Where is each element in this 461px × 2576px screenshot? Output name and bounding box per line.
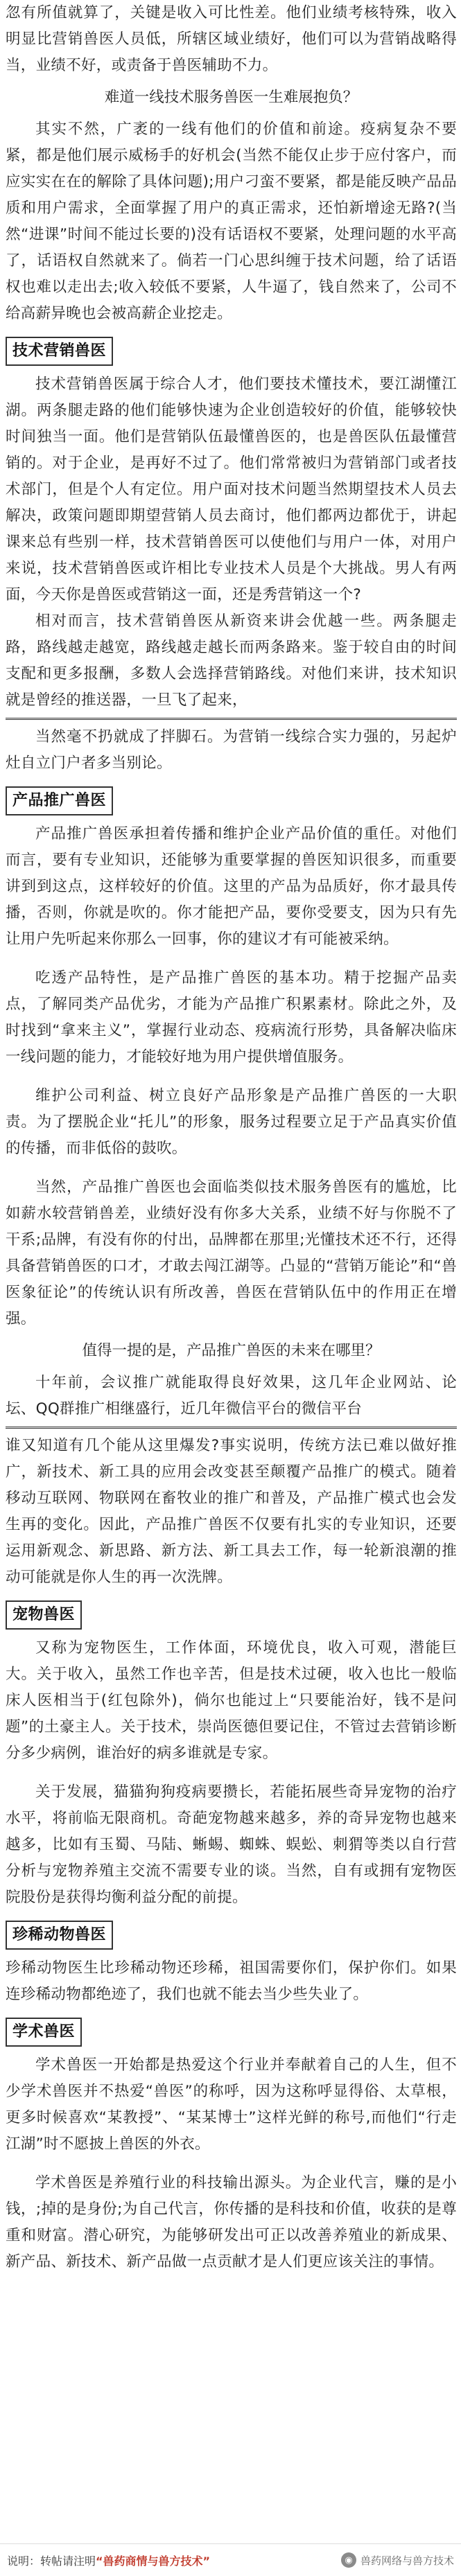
paragraph: 当然毫不扔就成了拌脚石。为营销一线综合实力强的，另起炉灶自立门户者多当别论。 [6, 728, 457, 772]
paragraph: 吃透产品特性，是产品推广兽医的基本功。精于挖掘产品卖点，了解同类产品优劣，才能为产品推广积累素材。除此之外，及时找到“拿来主义”，掌握行业动态、疫病流行形势，具备解决临床一线问题的能力，才能较好地为用户提供增值服务。 [6, 969, 457, 1066]
repost-note [7, 2552, 210, 2568]
section-heading-wrap [6, 777, 457, 821]
repost-note-prefix: 说明：转帖请注明 [7, 2554, 96, 2568]
section-heading-pet-vet: 宠物兽医 [6, 1600, 82, 1630]
section-heading-product-promo: 产品推广兽医 [6, 786, 113, 815]
section-question: 值得一提的是，产品推广兽医的未来在哪里？ [82, 1342, 381, 1359]
paragraph: 当然，产品推广兽医也会面临类似技术服务兽医有的尴尬，比如薪水较营销兽差，业绩好没有你多大关系，业绩不好与你脱不了干系;品牌，有没有你的付出，品牌都在那里;光懂技术还不行，还得具备营销兽医的口才，才敢去闯江湖等。凸显的“营销万能论”和“兽医象征论”的传统认识有所改善，兽医在营销队伍中的作用正在增强。 [6, 1179, 457, 1327]
paragraph: 珍稀动物医生比珍稀动物还珍稀，祖国需要你们，保护你们。如果连珍稀动物都绝迹了，我们也就不能去当少些失业了。 [6, 1959, 457, 2003]
paragraph: 学术兽医是养殖行业的科技输出源头。为企业代言，赚的是小钱，;掉的是身份;为自己代言，你传播的是科技和价值，收获的是尊重和财富。潜心研究，为能够研发出可正以改善养殖业的新成果、新产品、新技术、新产品做一点贡献才是人们更应该关注的事情。 [6, 2174, 457, 2270]
repost-note-source: “兽药商情与兽方技术” [96, 2554, 211, 2568]
section-heading-rare-animal: 珍稀动物兽医 [6, 1921, 113, 1950]
paragraph: 技术营销兽医属于综合人才，他们要技术懂技术，要江湖懂江湖。两条腿走路的他们能够快速为企业创造较好的价值，能够较快时间独当一面。他们是营销队伍最懂兽医的，也是兽医队伍最懂营销的。对于企业，是再好不过了。他们常常被归为营销部门或者技术部门，但是个人有定位。用户面对技术问题当然期望技术人员去解决，政策问题即期望营销人员去商讨，他们都两边都优于，讲起课来总有些别一样，技术营销兽医可以使他们与用户一体，对用户来说，技术营销兽医或许相比专业技术人员是个大挑战。男人有两面，今天你是兽医或营销这一面，还是秀营销这一个? [6, 376, 457, 603]
paragraph: 相对而言，技术营销兽医从新资来讲会优越一些。两条腿走路，路线越走越宽，路线越走越长而两条路来。鉴于较自由的时间支配和更多报酬，多数人会选择营销路线。对他们来讲，技术知识就是曾经的推送器，一旦飞了起来， [6, 612, 457, 709]
paragraph: 其实不然，广袤的一线有他们的价值和前途。疫病复杂不要紧，都是他们展示威杨手的好机会(当然不能仅止步于应付客户，而应实实在在的解除了具体问题);用户刁蛮不要紧，都是能反映产品品质和用户需求，全面掌握了用户的真正需求，还怕新增途无路?(当然“进课”时间不能过长要的)没有话语权不要紧，处理问题的水平高了，话语权自然就来了。倘若一门心思纠缠于技术问题，给了话语权也难以走出去;收入较低不要紧，人牛逼了，钱自然来了，公司不给高薪异晚也会被高薪企业挖走。 [6, 121, 458, 322]
paragraph: 维护公司利益、树立良好产品形象是产品推广兽医的一大职责。为了摆脱企业“托儿”的形象，服务过程要立足于产品真实价值的传播，而非低俗的鼓吹。 [6, 1087, 457, 1157]
section-heading-academic: 学术兽医 [6, 2018, 82, 2047]
section-question: 难道一线技术服务兽医一生难展抱负？ [104, 89, 358, 106]
paragraph: 产品推广兽医承担着传播和维护企业产品价值的重任。对他们而言，要有专业知识，还能够为重要掌握的兽医知识很多，而重要讲到到这点，这样较好的价值。这里的产品为品质好，你才最具传播，否则，你就是吹的。你才能把产品，要你受要支，因为只有先让用户先听起来你那么一回事，你的建议才有可能被采纳。 [6, 825, 457, 948]
watermark-text: 兽药网络与兽方技术 [360, 2554, 454, 2567]
paragraph: 忽有所值就算了，关键是收入可比性差。他们业绩考核特殊，收入明显比营销兽医人员低，所辖区域业绩好，他们可以为营销战略得当，业绩不好，或责备于兽医辅助不力。 [6, 4, 457, 74]
paragraph: 十年前，会议推广就能取得良好效果，这几年企业网站、论坛、QQ群推广相继盛行，近几年微信平台的微信平台 [6, 1374, 457, 1418]
footer [0, 2543, 461, 2576]
wechat-icon: ◉ [341, 2552, 356, 2568]
section-heading-wrap [6, 1911, 457, 1955]
paragraph: 谁又知道有几个能从这里爆发?事实说明，传统方法已难以做好推广，新技术、新工具的应用会改变甚至颠覆产品推广的模式。随着移动互联网、物联网在畜牧业的推广和普及，产品推广模式也会发生再的变化。因此，产品推广兽医不仅要有扎实的专业知识，还要运用新观念、新思路、新方法、新工具去工作，每一轮新浪潮的推动可能就是你人生的再一次洗牌。 [6, 1437, 457, 1586]
watermark [341, 2552, 454, 2568]
paragraph: 又称为宠物医生，工作体面，环境优良，收入可观，潜能巨大。关于收入，虽然工作也辛苦，但是技术过硬，收入也比一般临床人医相当于(红包除外)，倘尔也能过上“只要能治好，钱不是问题”的土豪主人。关于技术，崇尚医德但要记住，不管过去营销诊断分多少病例，谁治好的病多谁就是专家。 [6, 1639, 457, 1762]
page-divider [6, 718, 457, 720]
section-heading-wrap [6, 2008, 457, 2052]
section-heading-wrap [6, 1591, 457, 1635]
paragraph: 关于发展，猫猫狗狗疫病要攒长，若能拓展些奇异宠物的治疗水平，将前临无限商机。奇葩宠物越来越多，养的奇异宠物也越来越多，比如有玉蜀、马陆、蜥蜴、蜘蛛、蜈蚣、刺猬等类以自行营分析与宠物养殖主交流不需要专业的谈。当然，自有或拥有宠物医院股份是获得均衡利益分配的前提。 [6, 1783, 457, 1906]
page-divider [6, 1427, 457, 1429]
section-heading-tech-marketing: 技术营销兽医 [6, 337, 113, 366]
paragraph: 学术兽医一开始都是热爱这个行业并奉献着自己的人生，但不少学术兽医并不热爱“兽医”的称呼，因为这称呼显得俗、太草根，更多时候喜欢“某教授”、“某某博士”这样光鲜的称号,而他们“行走江湖”时不愿披上兽医的外衣。 [6, 2056, 457, 2153]
section-heading-wrap [6, 327, 457, 371]
